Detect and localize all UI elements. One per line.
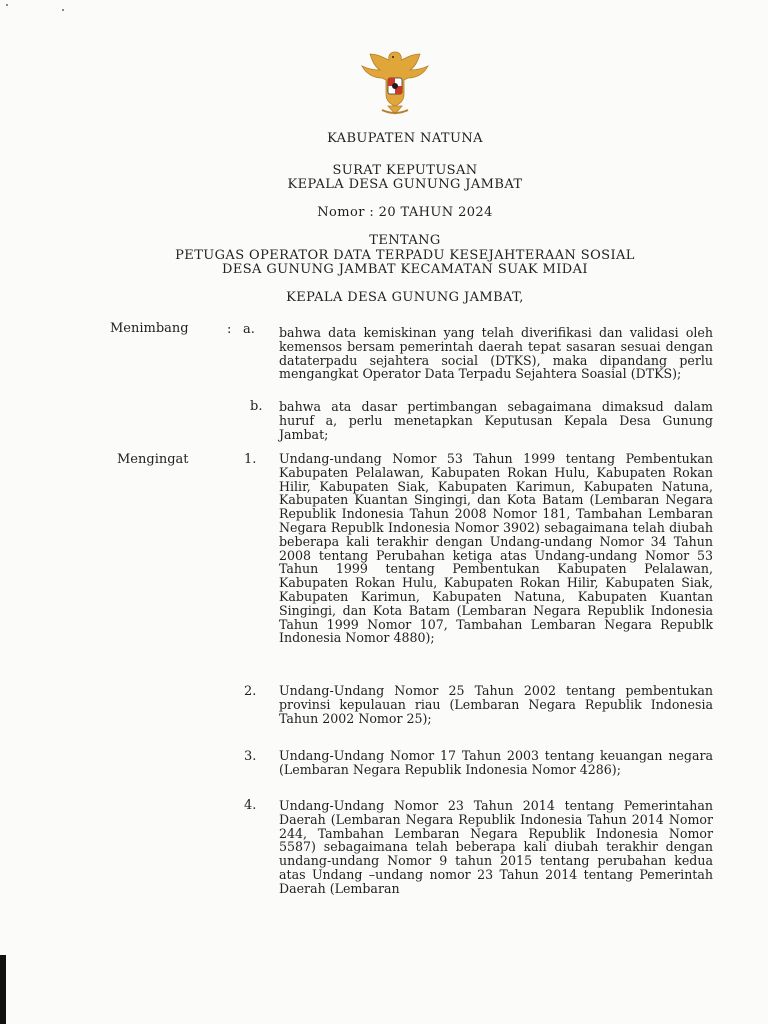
mengingat-marker-4: 4. [244, 798, 257, 813]
scan-speck [62, 9, 64, 11]
mengingat-item-1: Undang-undang Nomor 53 Tahun 1999 tentang Pembentukan Kabupaten Pelalawan, Kabupaten Rokan Hulu, Kabupaten Rokan Hilir, Kabupaten Siak, Kabupaten Karimun, Kabupaten Natuna, Kabupaten Kuantan Singingi, dan Kota Batam (Lembaran Negara Republik Indonesia Tahun 2008 Nomor 181, Tambahan Lembaran Negara Republk Indonesia Nomor 3902) sebagaimana telah diubah beberapa kali terakhir dengan Undang-undang Nomor 34 Tahun 2008 tentang Perubahan ketiga atas Undang-undang Nomor 53 Tahun 1999 tentang Pembentukan Kabupaten Pelalawan, Kabupaten Rokan Hulu, Kabupaten Rokan Hilir, Kabupaten Siak, Kabupaten Karimun, Kabupaten Natuna, Kabupaten Kuantan Singingi, dan Kota Batam (Lembaran Negara Republik Indonesia Tahun 1999 Nomor 107, Tambahan Lembaran Negara Republk Indonesia Nomor 4880); [279, 451, 713, 646]
issuer-heading: KEPALA DESA GUNUNG JAMBAT [287, 177, 523, 192]
decree-number: Nomor : 20 TAHUN 2024 [317, 205, 493, 220]
subject-line-1: PETUGAS OPERATOR DATA TERPADU KESEJAHTERAAN SOSIAL [175, 248, 635, 263]
menimbang-colon: : [227, 322, 232, 337]
menimbang-label: Menimbang [110, 321, 189, 336]
regency-heading: KABUPATEN NATUNA [327, 131, 483, 146]
scan-speck [6, 4, 8, 6]
mengingat-item-2: Undang-Undang Nomor 25 Tahun 2002 tentang pembentukan provinsi kepulauan riau (Lembaran Negara Republik Indonesia Tahun 2002 Nomor 25); [279, 683, 713, 726]
mengingat-marker-1: 1. [244, 452, 257, 467]
menimbang-item-b: bahwa ata dasar pertimbangan sebagaimana dimaksud dalam huruf a, perlu menetapkan Keputusan Kepala Desa Gunung Jambat; [279, 399, 713, 442]
mengingat-marker-3: 3. [244, 749, 257, 764]
subject-line-2: DESA GUNUNG JAMBAT KECAMATAN SUAK MIDAI [222, 262, 588, 277]
mengingat-item-4: Undang-Undang Nomor 23 Tahun 2014 tentang Pemerintahan Daerah (Lembaran Negara Republik Indonesia Tahun 2014 Nomor 244, Tambahan Lembaran Negara Republik Indonesia Nomor 5587) sebagaimana telah beberapa kali diubah terakhir dengan undang-undang Nomor 9 tahun 2015 tentang perubahan kedua atas Undang –undang nomor 23 Tahun 2014 tentang Pemerintah Daerah (Lembaran [279, 798, 713, 896]
menimbang-item-a: bahwa data kemiskinan yang telah diverifikasi dan validasi oleh kemensos bersam pemerintah daerah tepat sasaran sesuai dengan dataterpadu sejahtera social (DTKS), maka dipandang perlu mengangkat Operator Data Terpadu Sejahtera Soasial (DTKS); [279, 325, 713, 382]
mengingat-label: Mengingat [117, 452, 189, 467]
decree-title: SURAT KEPUTUSAN [332, 163, 478, 178]
mengingat-marker-2: 2. [244, 684, 257, 699]
scan-edge-shadow [0, 955, 6, 1024]
menimbang-marker-b: b. [250, 399, 263, 414]
authority-heading: KEPALA DESA GUNUNG JAMBAT, [286, 290, 524, 305]
mengingat-item-3: Undang-Undang Nomor 17 Tahun 2003 tentang keuangan negara (Lembaran Negara Republik Indonesia Nomor 4286); [279, 748, 713, 777]
menimbang-marker-a: a. [243, 322, 255, 337]
garuda-pancasila-emblem-icon [358, 44, 432, 118]
about-heading: TENTANG [369, 233, 441, 248]
